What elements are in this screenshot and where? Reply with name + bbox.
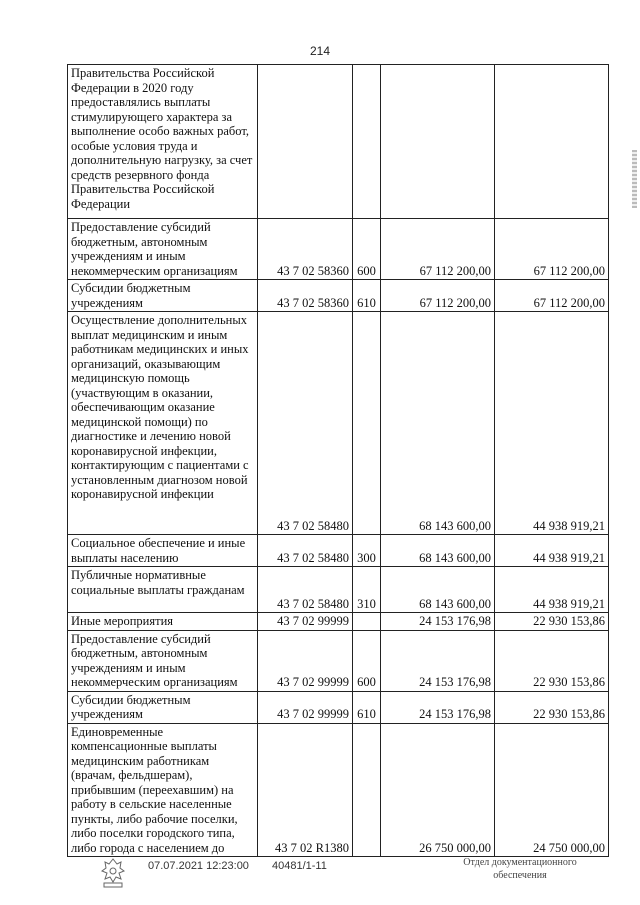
row-plan-amount: 67 112 200,00: [381, 219, 495, 280]
row-plan-amount: 67 112 200,00: [381, 280, 495, 312]
row-code: 43 7 02 99999: [258, 691, 353, 723]
row-expense-type: 300: [353, 535, 381, 567]
row-name: Иные мероприятия: [68, 613, 258, 631]
row-expense-type: 600: [353, 630, 381, 691]
row-plan-amount: [381, 65, 495, 219]
table-row: [68, 567, 609, 613]
table-row: [68, 65, 609, 219]
footer-document-number: 40481/1-11: [272, 860, 327, 872]
row-name: Предоставление субсидий бюджетным, автономным учреждениям и иным некоммерческим организациям: [68, 630, 258, 691]
row-expense-type: [353, 613, 381, 631]
row-name: Правительства Российской Федерации в 2020 году предоставлялись выплаты стимулирующего характера за выполнение особо важных работ, особые условия труда и дополнительную нагрузку, за счет средств резервного фонда Правительства Российской Федерации: [68, 65, 258, 219]
row-fact-amount: 67 112 200,00: [495, 280, 609, 312]
row-expense-type: 610: [353, 280, 381, 312]
row-code: [258, 65, 353, 219]
row-fact-amount: 22 930 153,86: [495, 613, 609, 631]
table-row: [68, 219, 609, 280]
row-expense-type: 610: [353, 691, 381, 723]
row-code: 43 7 02 99999: [258, 630, 353, 691]
row-expense-type: [353, 65, 381, 219]
row-code: 43 7 02 58360: [258, 219, 353, 280]
department-stamp: [444, 856, 596, 882]
emblem-icon: [96, 856, 130, 890]
row-name: Публичные нормативные социальные выплаты гражданам: [68, 567, 258, 613]
row-expense-type: [353, 723, 381, 857]
row-name: Субсидии бюджетным учреждениям: [68, 280, 258, 312]
row-plan-amount: 68 143 600,00: [381, 535, 495, 567]
row-fact-amount: [495, 65, 609, 219]
row-plan-amount: 24 153 176,98: [381, 613, 495, 631]
table-row: [68, 535, 609, 567]
row-fact-amount: 24 750 000,00: [495, 723, 609, 857]
row-expense-type: 310: [353, 567, 381, 613]
department-stamp-line1: Отдел документационного: [463, 857, 577, 868]
row-code: 43 7 02 58360: [258, 280, 353, 312]
table-row: [68, 691, 609, 723]
table-row: [68, 630, 609, 691]
scan-edge-mark: [632, 150, 637, 208]
row-plan-amount: 24 153 176,98: [381, 630, 495, 691]
row-name: Социальное обеспечение и иные выплаты населению: [68, 535, 258, 567]
budget-table: [67, 64, 609, 857]
row-name: Осуществление дополнительных выплат медицинским и иным работникам медицинских и иных организаций, оказывающим медицинскую помощь (участвующим в оказании, обеспечивающим оказание медицинской помощи) по диагностике и лечению новой коронавирусной инфекции, контактирующим с пациентами с установленным диагнозом новой коронавирусной инфекции: [68, 312, 258, 535]
row-expense-type: [353, 312, 381, 535]
table-row: [68, 312, 609, 535]
row-expense-type: 600: [353, 219, 381, 280]
row-fact-amount: 44 938 919,21: [495, 567, 609, 613]
row-fact-amount: 67 112 200,00: [495, 219, 609, 280]
table-row: [68, 613, 609, 631]
page-number: 214: [309, 44, 331, 58]
row-code: 43 7 02 58480: [258, 567, 353, 613]
footer-date: 07.07.2021 12:23:00: [148, 860, 249, 872]
row-code: 43 7 02 58480: [258, 535, 353, 567]
row-plan-amount: 26 750 000,00: [381, 723, 495, 857]
row-code: 43 7 02 99999: [258, 613, 353, 631]
row-name: Единовременные компенсационные выплаты медицинским работникам (врачам, фельдшерам), прибывшим (переехавшим) на работу в сельские населенные пункты, либо рабочие поселки, либо поселки городского типа, либо города с населением до: [68, 723, 258, 857]
row-name: Предоставление субсидий бюджетным, автономным учреждениям и иным некоммерческим организациям: [68, 219, 258, 280]
page-footer: [0, 856, 640, 896]
table-row: [68, 280, 609, 312]
row-name: Субсидии бюджетным учреждениям: [68, 691, 258, 723]
row-code: 43 7 02 R1380: [258, 723, 353, 857]
row-plan-amount: 68 143 600,00: [381, 312, 495, 535]
table-row: [68, 723, 609, 857]
department-stamp-line2: обеспечения: [493, 870, 547, 881]
row-fact-amount: 44 938 919,21: [495, 535, 609, 567]
row-fact-amount: 22 930 153,86: [495, 630, 609, 691]
row-fact-amount: 44 938 919,21: [495, 312, 609, 535]
row-fact-amount: 22 930 153,86: [495, 691, 609, 723]
row-plan-amount: 68 143 600,00: [381, 567, 495, 613]
row-code: 43 7 02 58480: [258, 312, 353, 535]
row-plan-amount: 24 153 176,98: [381, 691, 495, 723]
